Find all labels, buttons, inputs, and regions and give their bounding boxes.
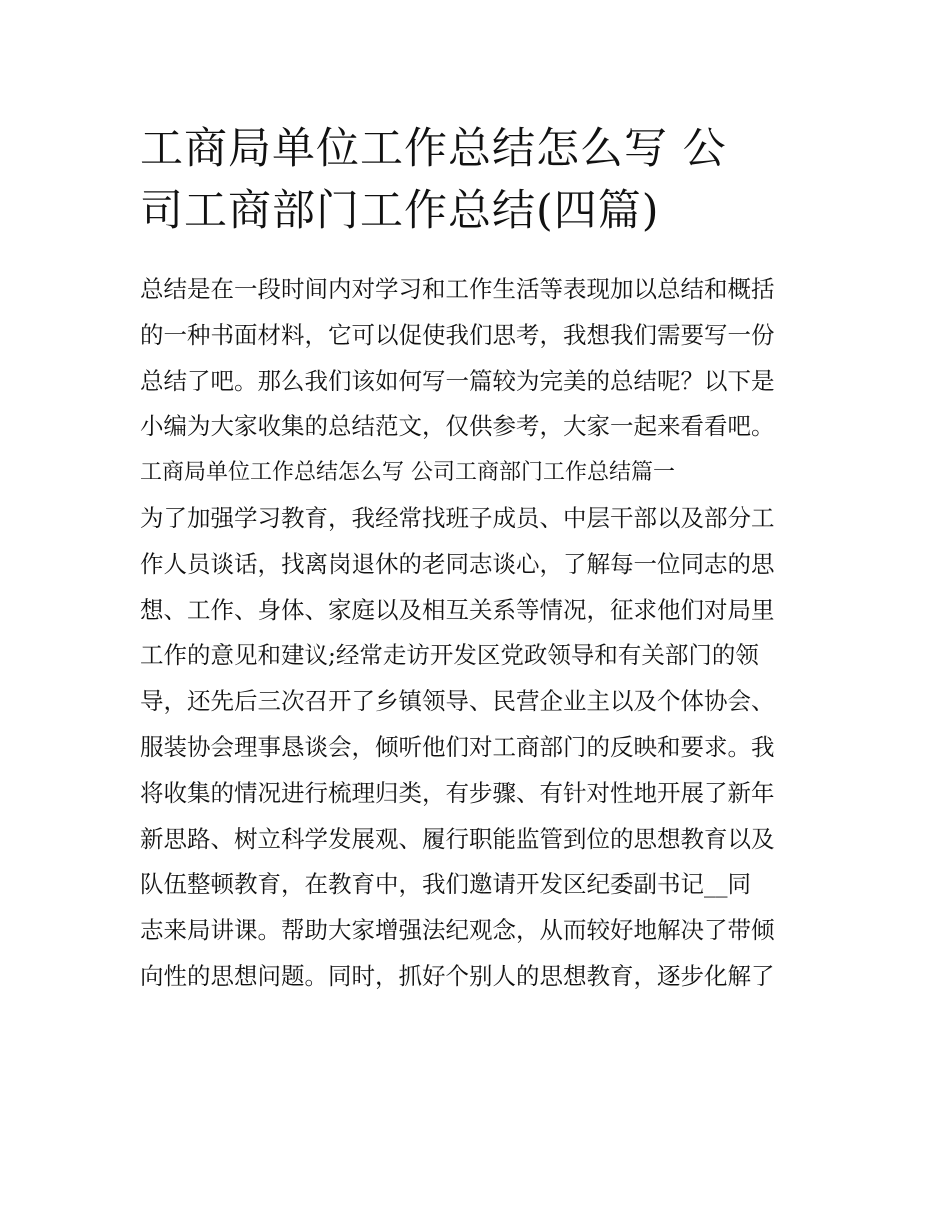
body-line-7: 作人员谈话，找离岗退休的老同志谈心，了解每一位同志的思 (140, 549, 775, 578)
body-line-15: 志来局讲课。帮助大家增强法纪观念，从而较好地解决了带倾 (140, 916, 775, 945)
document-body (140, 267, 812, 1000)
document-content (140, 118, 812, 1000)
body-line-10: 导，还先后三次召开了乡镇领导、民营企业主以及个体协会、 (140, 687, 775, 716)
body-line-2: 的一种书面材料，它可以促使我们思考，我想我们需要写一份 (140, 320, 775, 349)
title-line-2: 司工商部门工作总结(四篇) (140, 186, 660, 236)
body-line-16: 向性的思想问题。同时，抓好个别人的思想教育，逐步化解了 (140, 961, 775, 990)
body-line-14: 队伍整顿教育，在教育中，我们邀请开发区纪委副书记__同 (140, 870, 751, 899)
body-line-11: 服装协会理事恳谈会，倾听他们对工商部门的反映和要求。我 (140, 732, 775, 761)
body-line-4: 小编为大家收集的总结范文，仅供参考，大家一起来看看吧。 (140, 412, 775, 441)
body-line-3: 总结了吧。那么我们该如何写一篇较为完美的总结呢？以下是 (140, 366, 775, 395)
body-line-13: 新思路、树立科学发展观、履行职能监管到位的思想教育以及 (140, 824, 775, 853)
document-title (140, 118, 812, 242)
title-line-1: 工商局单位工作总结怎么写 公 (140, 124, 727, 174)
section-heading: 工商局单位工作总结怎么写 公司工商部门工作总结篇一 (140, 460, 675, 486)
body-line-12: 将收集的情况进行梳理归类，有步骤、有针对性地开展了新年 (140, 778, 775, 807)
body-line-8: 想、工作、身体、家庭以及相互关系等情况，征求他们对局里 (140, 595, 775, 624)
body-line-6: 为了加强学习教育，我经常找班子成员、中层干部以及部分工 (140, 503, 775, 532)
body-line-9: 工作的意见和建议;经常走访开发区党政领导和有关部门的领 (140, 641, 759, 670)
body-line-1: 总结是在一段时间内对学习和工作生活等表现加以总结和概括 (140, 275, 775, 303)
